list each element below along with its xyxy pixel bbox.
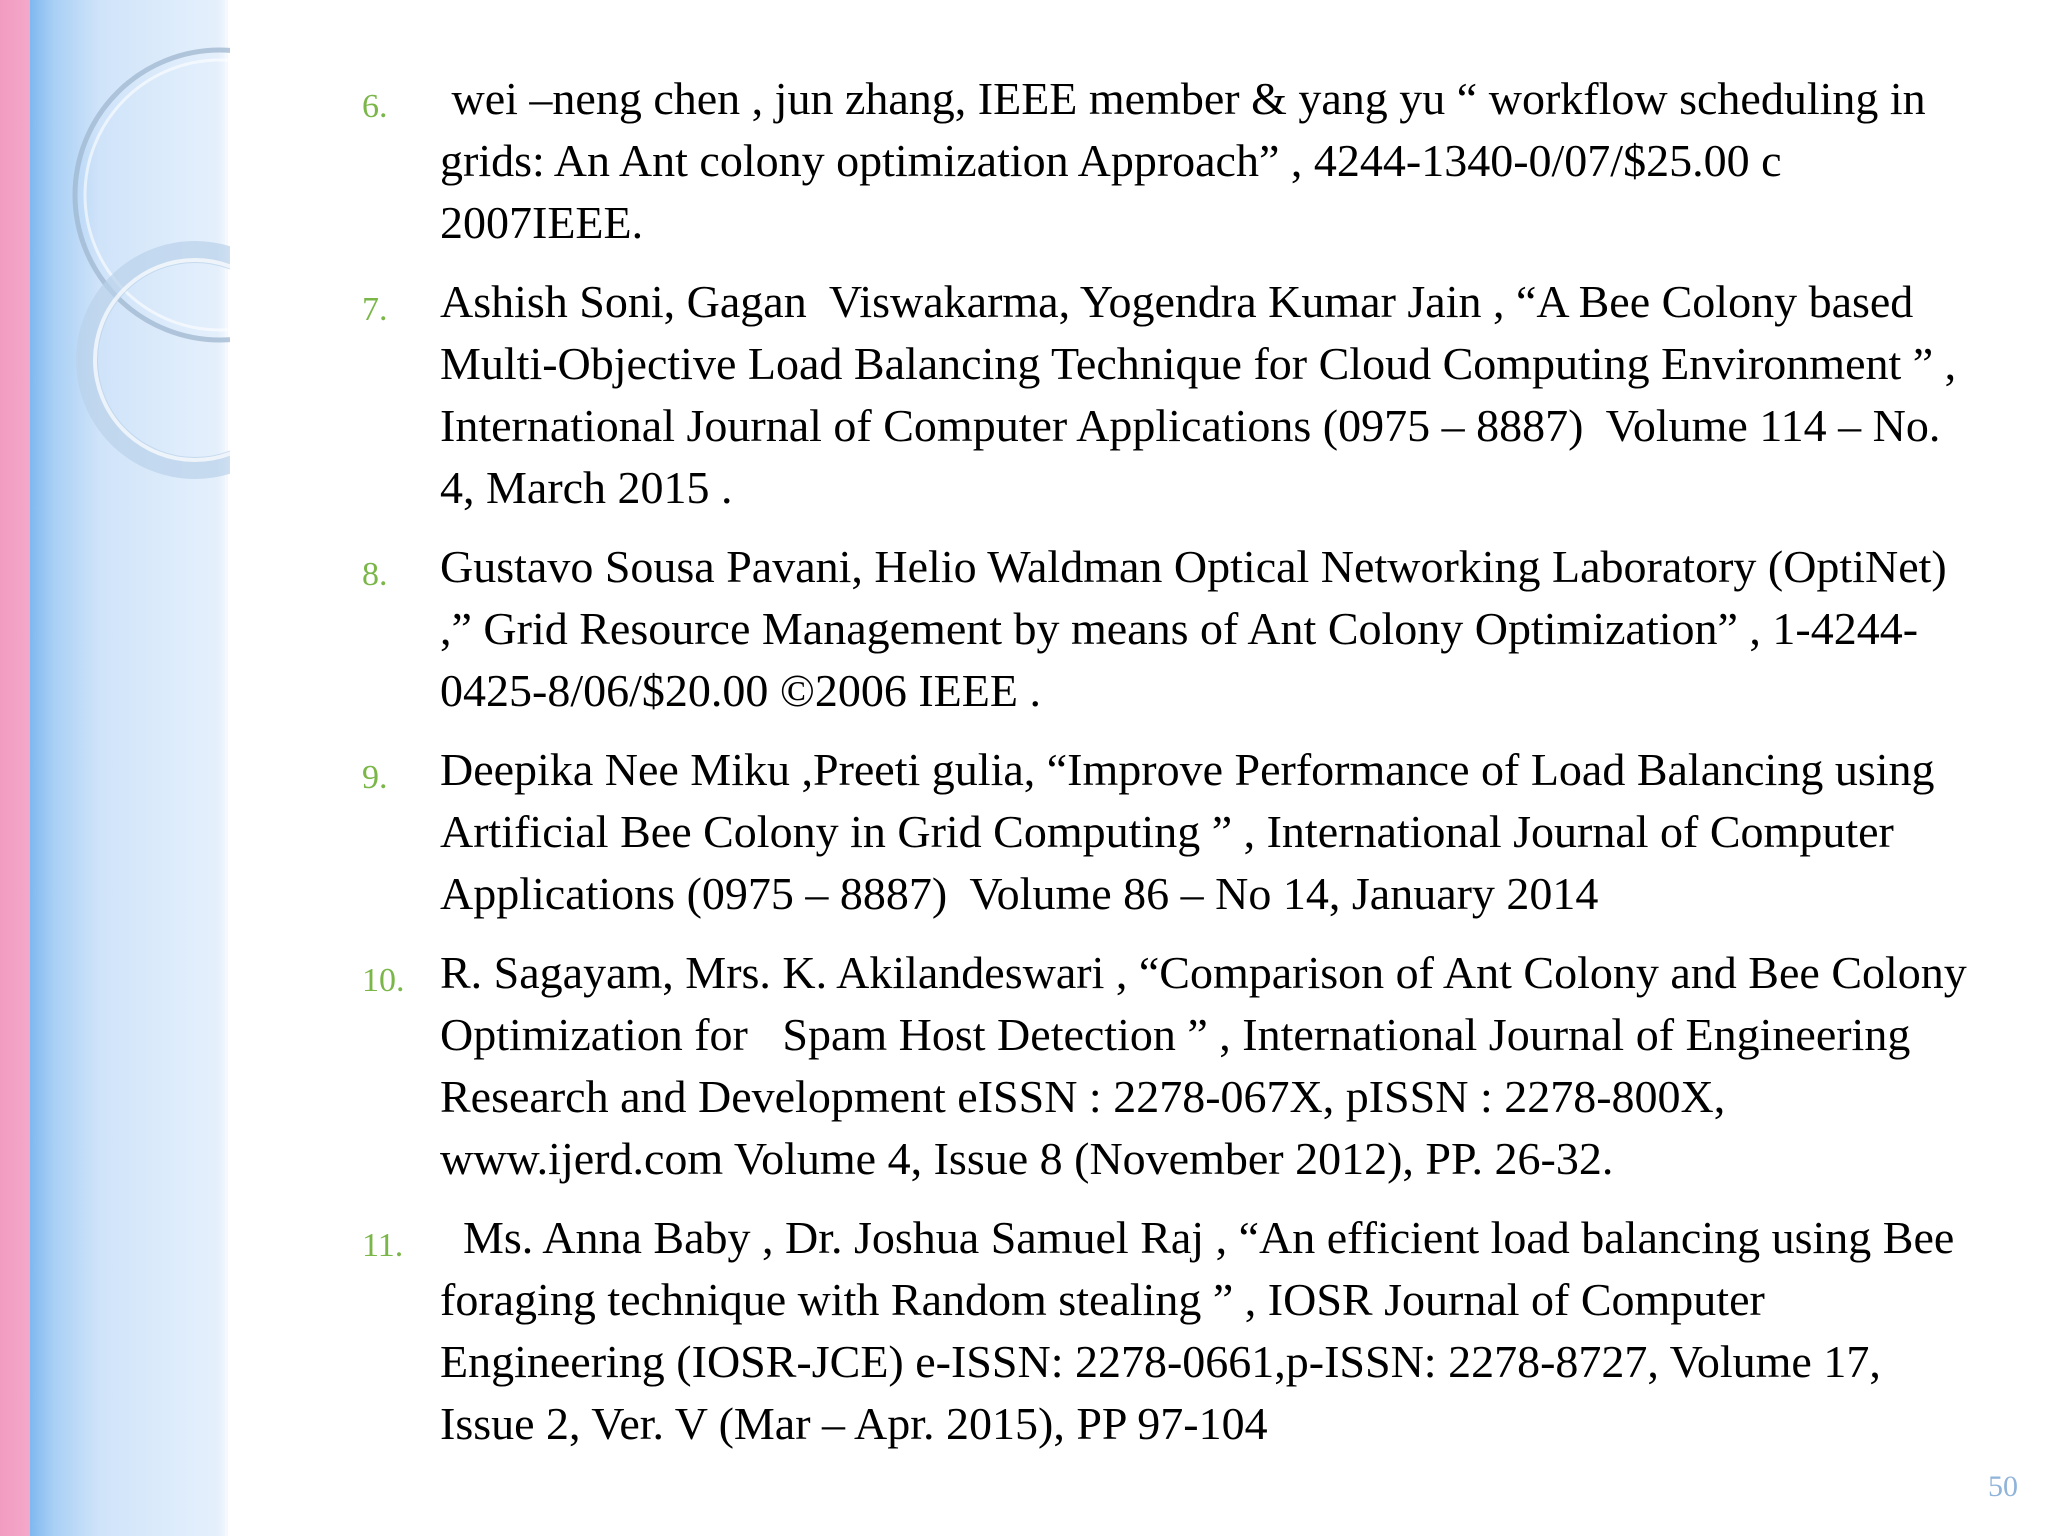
reference-text: R. Sagayam, Mrs. K. Akilandeswari , “Comparison of Ant Colony and Bee Colony Optimization for Spam Host Detection ” , International Journal of Engineering Research and Development eISSN : 2278-067X, pISSN : 2278-800X, www.ijerd.com Volume 4, Issue 8 (November 2012), PP. 26-32.: [440, 947, 1979, 1184]
reference-item: [362, 536, 1982, 722]
reference-number: 6.: [362, 88, 388, 125]
reference-item: [362, 68, 1982, 254]
reference-text: wei –neng chen , jun zhang, IEEE member & yang yu “ workflow scheduling in grids: An Ant colony optimization Approach” , 4244-1340-0/07/$25.00 c 2007IEEE.: [440, 73, 1938, 248]
left-pink-strip: [0, 0, 30, 1536]
reference-number: 8.: [362, 556, 388, 593]
reference-text: Ashish Soni, Gagan Viswakarma, Yogendra Kumar Jain , “A Bee Colony based Multi-Objective Load Balancing Technique for Cloud Computing Environment ” , International Journal of Computer Applications (0975 – 8887) Volume 114 – No. 4, March 2015 .: [440, 276, 1968, 513]
reference-item: [362, 1207, 1982, 1455]
reference-number: 9.: [362, 759, 388, 796]
reference-text: Ms. Anna Baby , Dr. Joshua Samuel Raj , “An efficient load balancing using Bee foraging technique with Random stealing ” , IOSR Journal of Computer Engineering (IOSR-JCE) e-ISSN: 2278-0661,p-ISSN: 2278-8727, Volume 17, Issue 2, Ver. V (Mar – Apr. 2015), PP 97-104: [440, 1212, 1966, 1449]
reference-item: [362, 739, 1982, 925]
references-list: [362, 68, 1982, 1472]
reference-number: 7.: [362, 291, 388, 328]
decorative-rings: [30, 0, 230, 520]
reference-item: [362, 942, 1982, 1190]
page-number: 50: [1988, 1470, 2018, 1503]
reference-item: [362, 271, 1982, 519]
reference-text: Gustavo Sousa Pavani, Helio Waldman Optical Networking Laboratory (OptiNet) ,” Grid Resource Management by means of Ant Colony Optimization” , 1-4244-0425-8/06/$20.00 ©2006 IEEE .: [440, 541, 1959, 716]
reference-text: Deepika Nee Miku ,Preeti gulia, “Improve Performance of Load Balancing using Artificial Bee Colony in Grid Computing ” , International Journal of Computer Applications (0975 – 8887) Volume 86 – No 14, January 2014: [440, 744, 1944, 919]
reference-number: 10.: [362, 962, 405, 999]
reference-number: 11.: [362, 1227, 404, 1264]
